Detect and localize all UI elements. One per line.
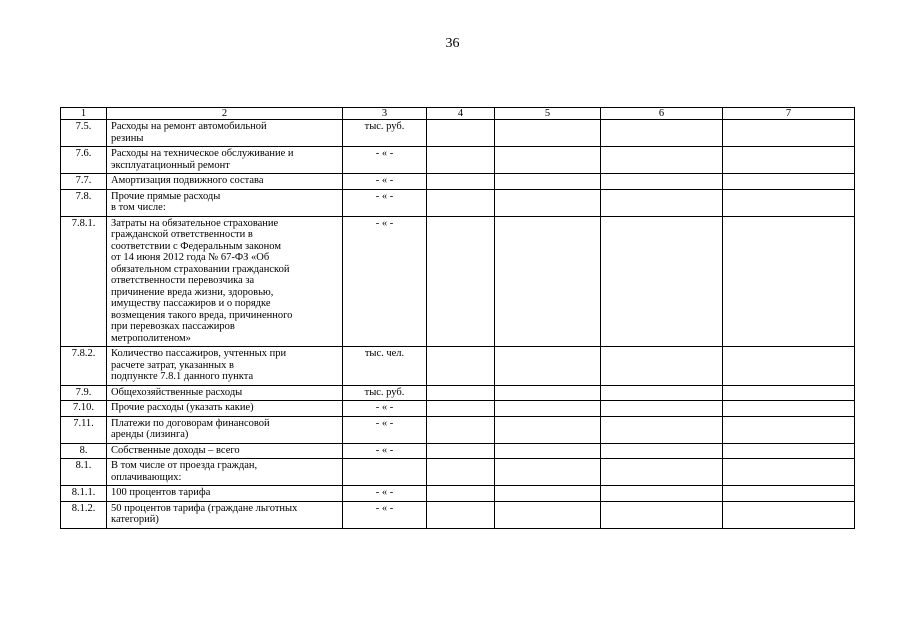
table-row — [61, 486, 855, 502]
table-body — [61, 120, 855, 529]
row-name: Платежи по договорам финансовой аренды (лизинга) — [107, 416, 343, 443]
value-cell — [427, 189, 495, 216]
row-unit: - « - — [343, 486, 427, 502]
row-unit: тыс. чел. — [343, 347, 427, 386]
row-unit: - « - — [343, 216, 427, 347]
value-cell — [601, 459, 723, 486]
value-cell — [427, 501, 495, 528]
row-name: 50 процентов тарифа (граждане льготных категорий) — [107, 501, 343, 528]
value-cell — [427, 174, 495, 190]
value-cell — [723, 385, 855, 401]
table-row — [61, 443, 855, 459]
row-number: 7.8. — [61, 189, 107, 216]
row-number: 7.6. — [61, 147, 107, 174]
column-header: 6 — [601, 108, 723, 120]
table-row — [61, 174, 855, 190]
value-cell — [495, 120, 601, 147]
value-cell — [601, 120, 723, 147]
value-cell — [723, 501, 855, 528]
column-header: 3 — [343, 108, 427, 120]
value-cell — [427, 486, 495, 502]
value-cell — [495, 216, 601, 347]
column-header: 5 — [495, 108, 601, 120]
column-header: 7 — [723, 108, 855, 120]
table-row — [61, 416, 855, 443]
value-cell — [427, 459, 495, 486]
row-number: 8.1.2. — [61, 501, 107, 528]
value-cell — [427, 385, 495, 401]
table-row — [61, 501, 855, 528]
table-row — [61, 216, 855, 347]
column-header: 1 — [61, 108, 107, 120]
row-number: 7.8.1. — [61, 216, 107, 347]
table-row — [61, 120, 855, 147]
value-cell — [495, 443, 601, 459]
row-unit: - « - — [343, 401, 427, 417]
row-name: Расходы на техническое обслуживание и эксплуатационный ремонт — [107, 147, 343, 174]
value-cell — [495, 385, 601, 401]
row-number: 7.8.2. — [61, 347, 107, 386]
table-row — [61, 147, 855, 174]
row-unit: - « - — [343, 147, 427, 174]
page-number: 36 — [445, 36, 460, 51]
value-cell — [601, 501, 723, 528]
row-unit: - « - — [343, 501, 427, 528]
value-cell — [495, 501, 601, 528]
value-cell — [427, 147, 495, 174]
value-cell — [723, 216, 855, 347]
value-cell — [601, 385, 723, 401]
row-unit — [343, 459, 427, 486]
value-cell — [427, 120, 495, 147]
row-name: Прочие расходы (указать какие) — [107, 401, 343, 417]
value-cell — [723, 189, 855, 216]
value-cell — [723, 120, 855, 147]
row-number: 7.5. — [61, 120, 107, 147]
row-name: Количество пассажиров, учтенных при расчете затрат, указанных в подпункте 7.8.1 данного пункта — [107, 347, 343, 386]
row-unit: - « - — [343, 416, 427, 443]
value-cell — [427, 443, 495, 459]
row-name: Амортизация подвижного состава — [107, 174, 343, 190]
column-header: 2 — [107, 108, 343, 120]
value-cell — [495, 347, 601, 386]
column-header: 4 — [427, 108, 495, 120]
table-row — [61, 347, 855, 386]
row-name: Собственные доходы – всего — [107, 443, 343, 459]
header-row — [61, 108, 855, 120]
row-unit: тыс. руб. — [343, 120, 427, 147]
value-cell — [495, 147, 601, 174]
value-cell — [601, 189, 723, 216]
value-cell — [427, 416, 495, 443]
table-row — [61, 189, 855, 216]
row-unit: тыс. руб. — [343, 385, 427, 401]
value-cell — [427, 401, 495, 417]
value-cell — [601, 486, 723, 502]
value-cell — [723, 147, 855, 174]
row-number: 7.7. — [61, 174, 107, 190]
value-cell — [723, 416, 855, 443]
row-unit: - « - — [343, 443, 427, 459]
value-cell — [495, 459, 601, 486]
row-number: 8.1. — [61, 459, 107, 486]
row-unit: - « - — [343, 174, 427, 190]
row-number: 8.1.1. — [61, 486, 107, 502]
value-cell — [601, 401, 723, 417]
row-name: Затраты на обязательное страхование гражданской ответственности в соответствии с Федеральным законом от 14 июня 2012 года № 67-ФЗ «Об обязательном страховании гражданской ответственности перевозчика за причинение вреда жизни, здоровью, имуществу пассажиров и о порядке возмещения такого вреда, причиненного при перевозках пассажиров метрополитеном» — [107, 216, 343, 347]
value-cell — [723, 443, 855, 459]
value-cell — [601, 416, 723, 443]
value-cell — [495, 174, 601, 190]
value-cell — [601, 147, 723, 174]
value-cell — [601, 174, 723, 190]
row-name: В том числе от проезда граждан, оплачивающих: — [107, 459, 343, 486]
value-cell — [723, 459, 855, 486]
value-cell — [723, 347, 855, 386]
value-cell — [601, 347, 723, 386]
row-number: 7.10. — [61, 401, 107, 417]
expense-table — [60, 107, 855, 529]
value-cell — [723, 486, 855, 502]
value-cell — [495, 486, 601, 502]
table-row — [61, 459, 855, 486]
row-name: Общехозяйственные расходы — [107, 385, 343, 401]
value-cell — [723, 174, 855, 190]
table-row — [61, 401, 855, 417]
value-cell — [427, 216, 495, 347]
value-cell — [495, 401, 601, 417]
value-cell — [495, 189, 601, 216]
row-number: 7.9. — [61, 385, 107, 401]
value-cell — [723, 401, 855, 417]
row-number: 7.11. — [61, 416, 107, 443]
value-cell — [427, 347, 495, 386]
value-cell — [495, 416, 601, 443]
row-name: 100 процентов тарифа — [107, 486, 343, 502]
value-cell — [601, 216, 723, 347]
table-row — [61, 385, 855, 401]
row-name: Расходы на ремонт автомобильной резины — [107, 120, 343, 147]
row-number: 8. — [61, 443, 107, 459]
value-cell — [601, 443, 723, 459]
row-name: Прочие прямые расходы в том числе: — [107, 189, 343, 216]
row-unit: - « - — [343, 189, 427, 216]
